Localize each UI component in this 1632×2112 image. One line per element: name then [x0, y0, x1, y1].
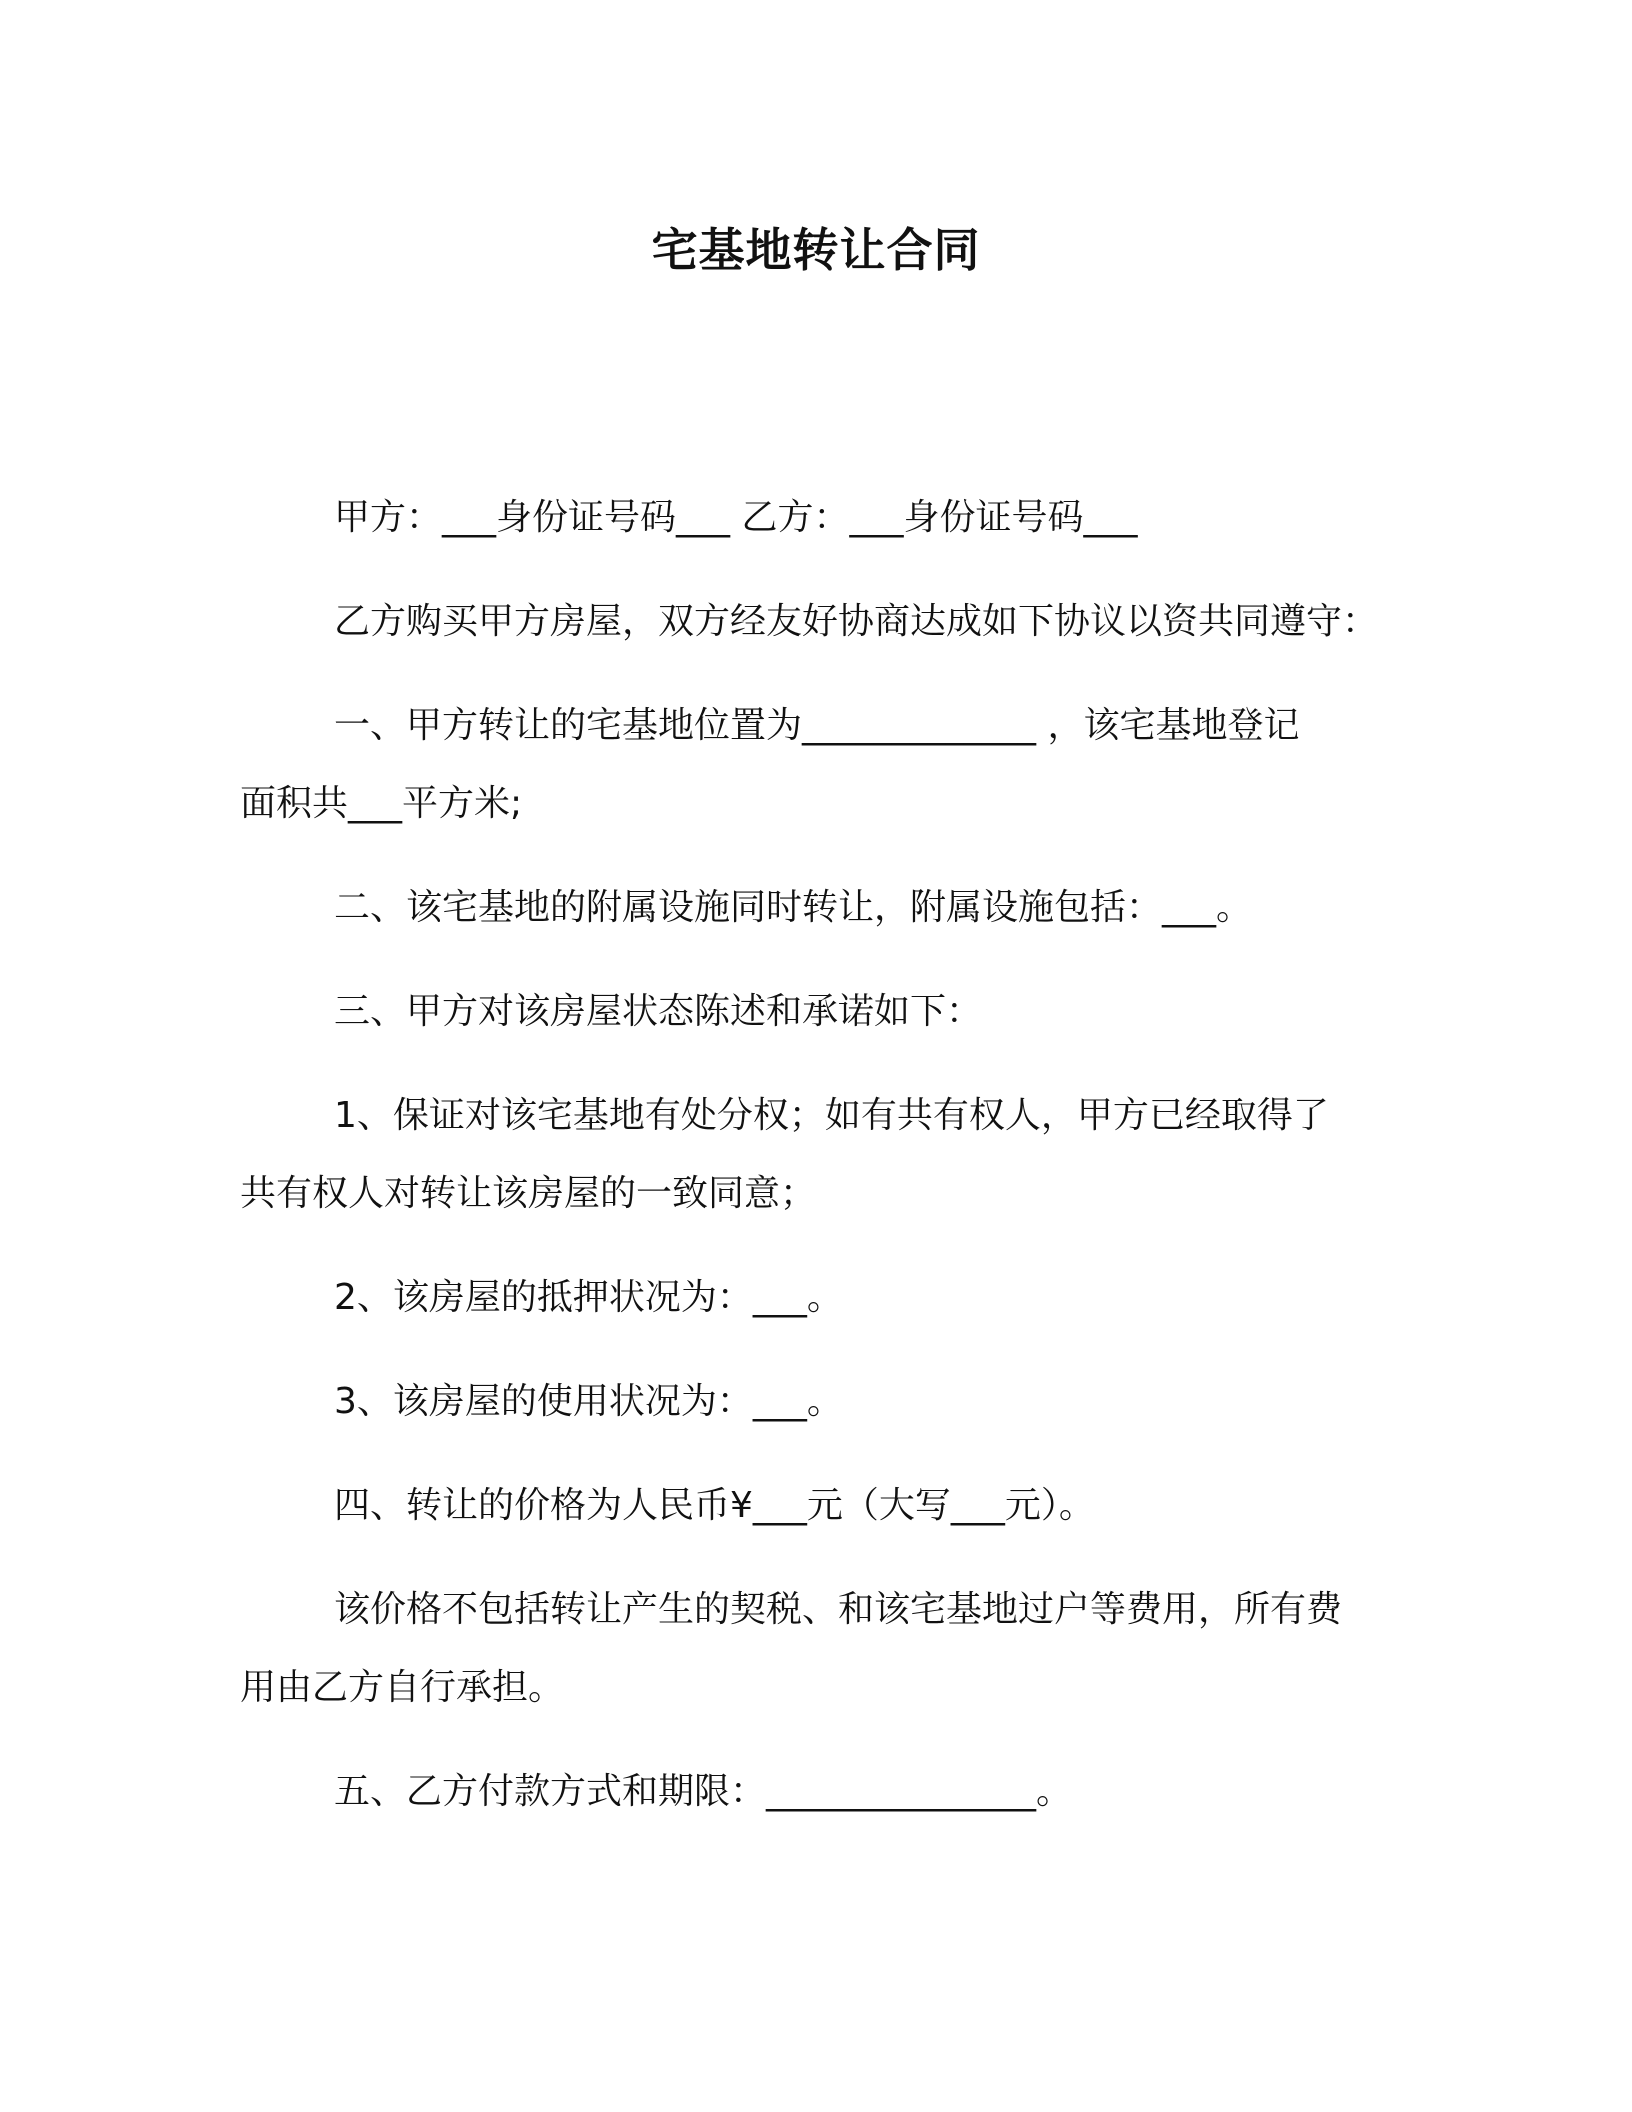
clause-3-item-2-line: 2、该房屋的抵押状况为：___。	[334, 1277, 843, 1318]
clause-1-line-1: 一、甲方转让的宅基地位置为_____________ ，该宅基地登记	[334, 705, 1300, 746]
parties-line: 甲方：___身份证号码___ 乙方：___身份证号码___	[334, 497, 1138, 538]
clause-1-line-2: 面积共___平方米;	[240, 783, 523, 824]
preamble-line: 乙方购买甲方房屋，双方经友好协商达成如下协议以资共同遵守：	[334, 601, 1379, 642]
clause-4-note-line-2: 用由乙方自行承担。	[240, 1667, 565, 1708]
clause-4-note-line-1: 该价格不包括转让产生的契税、和该宅基地过户等费用，所有费	[334, 1589, 1343, 1630]
document-title: 宅基地转让合同	[651, 223, 981, 277]
clause-3-item-1-line-2: 共有权人对转让该房屋的一致同意；	[240, 1173, 817, 1214]
clause-3-item-3-line: 3、该房屋的使用状况为：___。	[334, 1381, 843, 1422]
clause-2-line: 二、该宅基地的附属设施同时转让，附属设施包括：___。	[334, 887, 1253, 928]
clause-5-line: 五、乙方付款方式和期限：_______________。	[334, 1771, 1073, 1812]
clause-3-line: 三、甲方对该房屋状态陈述和承诺如下：	[334, 991, 983, 1032]
clause-4-line: 四、转让的价格为人民币¥___元（大写___元）。	[334, 1485, 1095, 1526]
clause-3-item-1-line-1: 1、保证对该宅基地有处分权；如有共有权人，甲方已经取得了	[334, 1095, 1329, 1136]
